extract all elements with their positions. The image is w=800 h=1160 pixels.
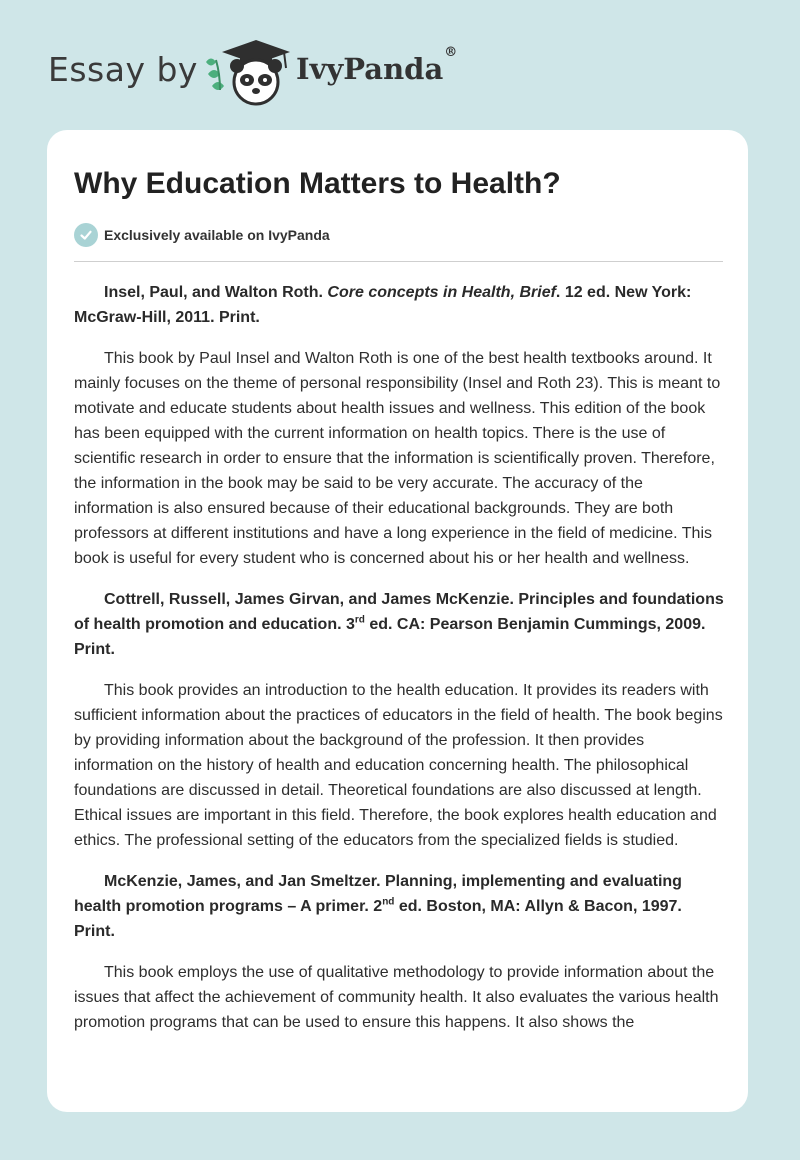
- reference-1-authors: Insel, Paul, and Walton Roth.: [104, 284, 328, 301]
- paragraph-1: This book by Paul Insel and Walton Roth is one of the best health textbooks around. It mainly focuses on the theme of personal responsibility (Insel and Roth 23). This is meant to motivate and educate students about health issues and wellness. This edition of the book has been equipped with the current information on health topics. There is the use of scientific research in order to ensure that the information is scientifically proven. Therefore, the information in the book may be said to be very accurate. The accuracy of the information is also ensured because of their educational backgrounds. They are both professors at different institutions and have a long experience in the field of medicine. This book is useful for every student who is concerned about his or her health and wellness.: [74, 350, 721, 567]
- brand-text: IvyPanda: [296, 52, 444, 86]
- reference-3-ordinal: nd: [382, 896, 395, 908]
- essay-card: [47, 130, 748, 1112]
- check-icon: [74, 223, 98, 247]
- essay-body: [74, 280, 724, 1051]
- brand-name[interactable]: [296, 45, 458, 86]
- reference-3: [74, 869, 724, 944]
- paragraph-3: This book employs the use of qualitative methodology to provide information about the issues that affect the achievement of community health. It also evaluates the various health promotion programs that can be used to ensure this happens. It also shows the: [74, 964, 719, 1031]
- reference-2-text: Cottrell, Russell, James Girvan, and James McKenzie. Principles and foundations of health promotion and education. 3: [74, 591, 724, 633]
- reference-1-work: Core concepts in Health, Brief: [327, 284, 556, 301]
- divider: [74, 261, 723, 262]
- panda-logo-icon[interactable]: [200, 36, 296, 108]
- reference-2-details: ed. CA: Pearson Benjamin Cummings, 2009. Print.: [74, 616, 706, 658]
- registered-mark: ®: [444, 45, 458, 61]
- paragraph-2: This book provides an introduction to the health education. It provides its readers with sufficient information about the practices of educators in the field of health. The book begins by providing information about the background of the profession. It then provides information on the history of health and education concerning health. The philosophical foundations are discussed in detail. Theoretical foundations are also discussed at length. Ethical issues are important in this field. Therefore, the book explores health education and ethics. The professional setting of the educators from the specialized fields is studied.: [74, 682, 723, 849]
- reference-2-ordinal: rd: [354, 614, 365, 626]
- reference-1: [74, 280, 724, 330]
- exclusive-badge: [74, 223, 330, 247]
- essay-by-label: Essay by: [48, 50, 198, 89]
- reference-3-text: McKenzie, James, and Jan Smeltzer. Planning, implementing and evaluating health promotion programs – A primer. 2: [74, 873, 682, 915]
- reference-1-details: . 12 ed. New York: McGraw-Hill, 2011. Print.: [74, 284, 692, 326]
- site-header: [0, 0, 800, 130]
- page-title: Why Education Matters to Health?: [74, 167, 561, 200]
- reference-2: [74, 587, 724, 662]
- exclusive-badge-label: Exclusively available on IvyPanda: [104, 227, 330, 243]
- reference-3-details: ed. Boston, MA: Allyn & Bacon, 1997. Print.: [74, 898, 682, 940]
